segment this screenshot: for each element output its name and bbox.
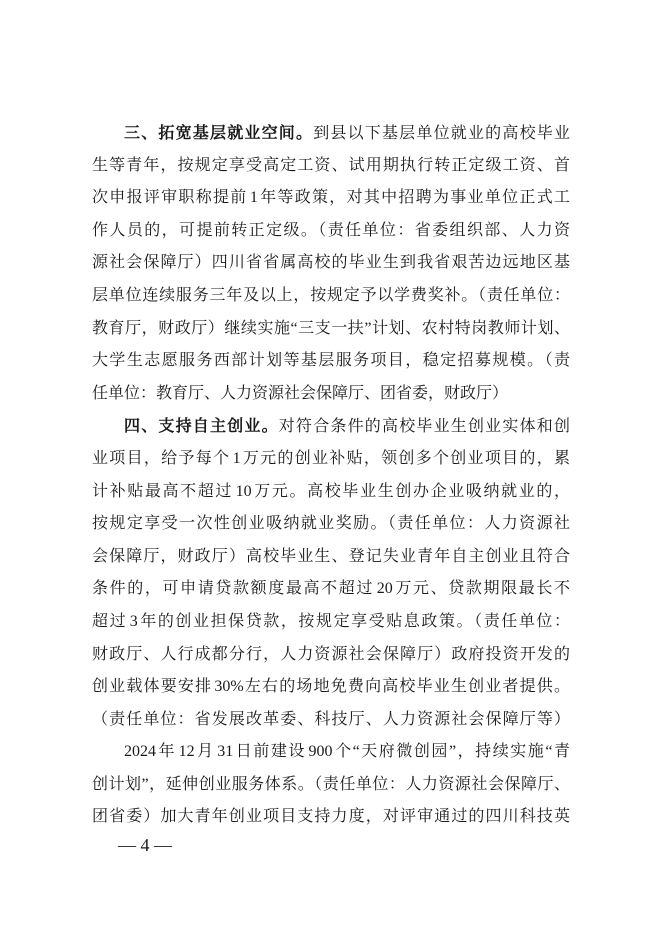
section-heading: 三、拓宽基层就业空间。 [124,123,314,142]
text-line: 条件的，可申请贷款额度最高不超过 20 万元、贷款期限最长不 [92,580,570,597]
text-line: 生等青年，按规定享受高定工资、试用期执行转正定级工资、首 [92,157,570,174]
text-line: 到县以下基层单位就业的高校毕业 [313,125,570,142]
text-line: 会保障厅，财政厅）高校毕业生、登记失业青年自主创业且符合 [92,548,570,565]
text-line: 源社会保障厅）四川省省属高校的毕业生到我省艰苦边远地区基 [92,254,570,271]
page-number: — 4 — [118,835,172,855]
text-line: 对符合条件的高校毕业生创业实体和创 [278,418,570,435]
section-3-first-line [92,118,570,148]
text-line: 计补贴最高不超过 10 万元。高校毕业生创办企业吸纳就业的， [92,483,570,500]
text-line: 按规定享受一次性创业吸纳就业奖励。（责任单位：人力资源社 [92,515,570,532]
text-line: 次申报评审职称提前 1 年等政策，对其中招聘为事业单位正式工 [92,189,570,206]
text-line: 层单位连续服务三年及以上，按规定予以学费奖补。（责任单位： [92,287,570,304]
text-line: 财政厅、人行成都分行，人力资源社会保障厅）政府投资开发的 [92,646,570,663]
section-heading: 四、支持自主创业。 [124,416,279,435]
text-line: 超过 3 年的创业担保贷款，按规定享受贴息政策。（责任单位： [92,613,570,630]
text-line: 创业载体要安排 30%左右的场地免费向高校毕业生创业者提供。 [92,678,570,695]
text-line: （责任单位：省发展改革委、科技厅、人力资源社会保障厅等） [92,711,570,728]
text-line: 2024 年 12 月 31 日前建设 900 个“天府微创园”，持续实施“青 [124,743,570,760]
text-line: 业项目，给予每个 1 万元的创业补贴，领创多个创业项目的，累 [92,450,570,467]
text-line: 作人员的，可提前转正定级。（责任单位：省委组织部、人力资 [92,222,570,239]
text-line: 团省委）加大青年创业项目支持力度，对评审通过的四川科技英 [92,808,570,825]
text-line: 教育厅，财政厅）继续实施“三支一扶”计划、农村特岗教师计划、 [92,320,570,337]
section-4-first-line [92,411,570,441]
text-line: 创计划”，延伸创业服务体系。（责任单位：人力资源社会保障厅、 [92,776,570,793]
text-line: 大学生志愿服务西部计划等基层服务项目，稳定招募规模。（责 [92,352,570,369]
text-line: 任单位：教育厅、人力资源社会保障厅、团省委，财政厅） [92,385,509,402]
